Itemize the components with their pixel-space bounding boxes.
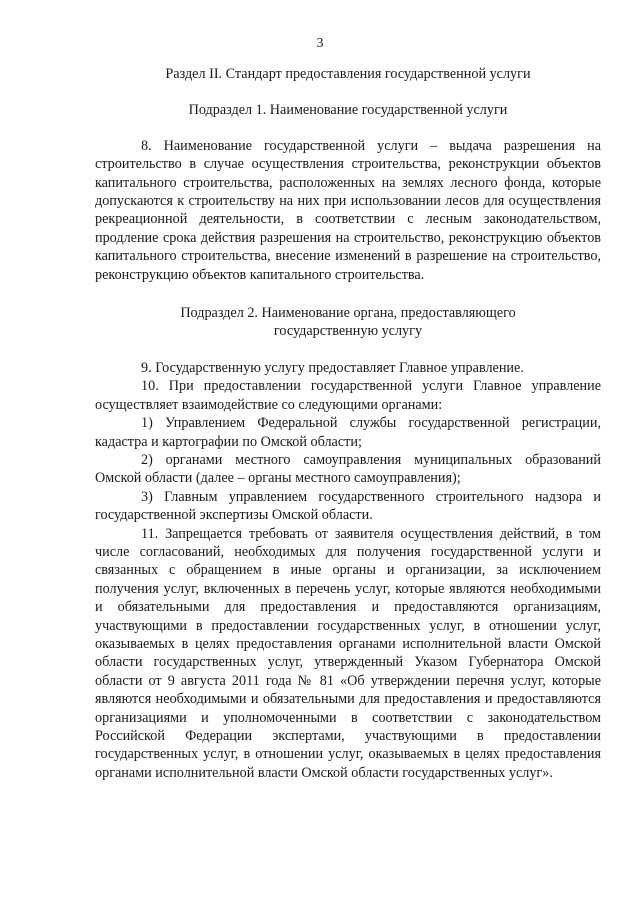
list-item-3: 3) Главным управлением государственного строительного надзора и государственной экспертизы Омской области.	[95, 488, 601, 524]
paragraph-8: 8. Наименование государственной услуги – выдача разрешения на строительство в случае осуществления строительства, реконструкции объектов капитального строительства, расположенных на землях лесного фонда, которые допускаются к строительству на них при использовании лесов для осуществления рекреационной деятельности, в соответствии с лесным законодательством, продление срока действия разрешения на строительство, реконструкцию объектов капитального строительства, внесение изменений в разрешение на строительство, реконструкцию объектов капитального строительства.	[95, 137, 601, 283]
subsection-1-title: Подраздел 1. Наименование государственной услуги	[188, 102, 508, 119]
paragraph-10: 10. При предоставлении государственной услуги Главное управление осуществляет взаимодействие со следующими органами:	[95, 378, 601, 413]
section-title: Раздел II. Стандарт предоставления государственной услуги	[165, 66, 531, 82]
subsection-2-title-line-1: Подраздел 2. Наименование органа, предоставляющего	[180, 305, 516, 322]
page-number: 3	[316, 36, 324, 51]
subsection-2-title-line-2: государственную услугу	[273, 323, 423, 340]
paragraph-9: 9. Государственную услугу предоставляет Главное управление.	[141, 359, 524, 376]
paragraph-11: 11. Запрещается требовать от заявителя осуществления действий, в том числе согласований, необходимых для получения государственной услуги и связанных с обращением в иные органы и организации, за исключением получения услуг, включенных в перечень услуг, которые являются необходимыми и обязательными для предоставления и предоставляются организациям, участвующими в предоставлении государственных услуг, в отношении услуг, оказываемых в целях предоставления органами исполнительной власти Омской области государственных услуг, утвержденный Указом Губернатора Омской области от 9 августа 2011 года № 81 «Об утверждении перечня услуг, которые являются необходимыми и обязательными для предоставления и предоставляются организациями и уполномоченными в соответствии с законодательством Российской Федерации экспертами, участвующими в предоставлении государственных услуг, в отношении услуг, оказываемых в целях предоставления органами исполнительной власти Омской области государственных услуг».	[95, 525, 601, 781]
list-item-1: 1) Управлением Федеральной службы государственной регистрации, кадастра и картографии по Омской области;	[95, 415, 601, 450]
document-body	[95, 65, 601, 782]
list-item-2: 2) органами местного самоуправления муниципальных образований Омской области (далее – органы местного самоуправления);	[95, 451, 601, 487]
subsection-2-title	[95, 304, 601, 341]
